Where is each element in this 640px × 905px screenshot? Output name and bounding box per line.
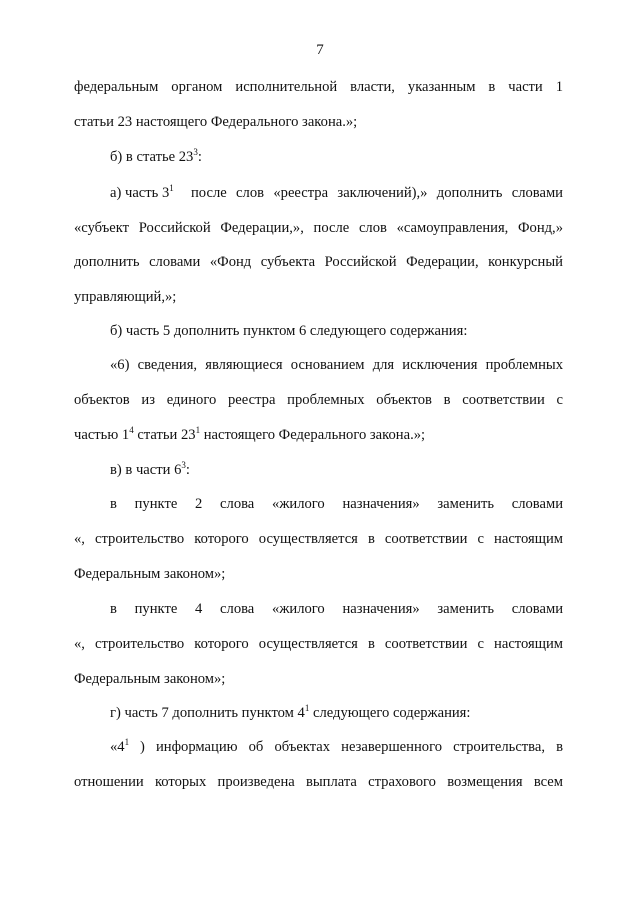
text-line: Федеральным законом»; xyxy=(74,566,226,582)
text-line: «, строительство которого осуществляется в соответствии с настоящим xyxy=(74,531,563,547)
text-fragment: после слов «реестра заключений),» дополнить словами xyxy=(191,185,563,201)
list-item-b xyxy=(110,147,563,167)
text-line: статьи 23 настоящего Федерального закона.»; xyxy=(74,114,358,130)
superscript: 1 xyxy=(169,183,174,193)
text-line: в пункте 2 слова «жилого назначения» заменить словами xyxy=(110,496,563,512)
text-line: Федеральным законом»; xyxy=(74,671,226,687)
text-fragment: настоящего Федерального закона.»; xyxy=(203,427,426,443)
text-fragment: в) в части 6 xyxy=(110,462,182,478)
text-fragment: ) информацию об объектах незавершенного строительства, в xyxy=(140,739,563,755)
text-fragment: следующего содержания: xyxy=(313,705,471,721)
text-fragment: статьи 23 xyxy=(137,427,196,443)
text-fragment: : xyxy=(185,462,190,478)
text-line: объектов из единого реестра проблемных объектов в соответствии с xyxy=(74,392,563,408)
text-fragment xyxy=(110,737,129,757)
superscript: 3 xyxy=(193,147,198,157)
text-fragment: б) в статье 23 xyxy=(110,149,194,165)
superscript: 4 xyxy=(129,425,134,435)
superscript: 3 xyxy=(181,460,186,470)
text-fragment: частью 1 xyxy=(74,427,130,443)
text-line: отношении которых произведена выплата страхового возмещения всем xyxy=(74,774,563,790)
text-line: управляющий,»; xyxy=(74,289,177,305)
text-fragment: а) часть 3 xyxy=(110,185,170,201)
text-fragment: «4 xyxy=(110,739,125,755)
superscript: 1 xyxy=(124,737,130,747)
list-item-g xyxy=(110,703,563,723)
text-line: «субъект Российской Федерации,», после слов «самоуправления, Фонд,» xyxy=(74,220,563,236)
text-fragment: г) часть 7 дополнить пунктом 4 xyxy=(110,705,305,721)
superscript: 1 xyxy=(195,425,201,435)
text-line: «, строительство которого осуществляется в соответствии с настоящим xyxy=(74,636,563,652)
list-item-a xyxy=(110,183,563,203)
text-fragment xyxy=(110,183,174,203)
list-item-v xyxy=(110,460,563,480)
page-number: 7 xyxy=(316,42,324,58)
quote-line: «6) сведения, являющиеся основанием для исключения проблемных xyxy=(110,357,563,373)
text-line xyxy=(74,425,563,445)
text-line: федеральным органом исполнительной власти, указанным в части 1 xyxy=(74,79,563,95)
superscript: 1 xyxy=(304,703,310,713)
text-line: в пункте 4 слова «жилого назначения» заменить словами xyxy=(110,601,563,617)
text-fragment: : xyxy=(197,149,202,165)
text-line: дополнить словами «Фонд субъекта Российской Федерации, конкурсный xyxy=(74,254,563,270)
quote-line xyxy=(110,737,563,757)
list-item-b2: б) часть 5 дополнить пунктом 6 следующего содержания: xyxy=(110,323,468,339)
